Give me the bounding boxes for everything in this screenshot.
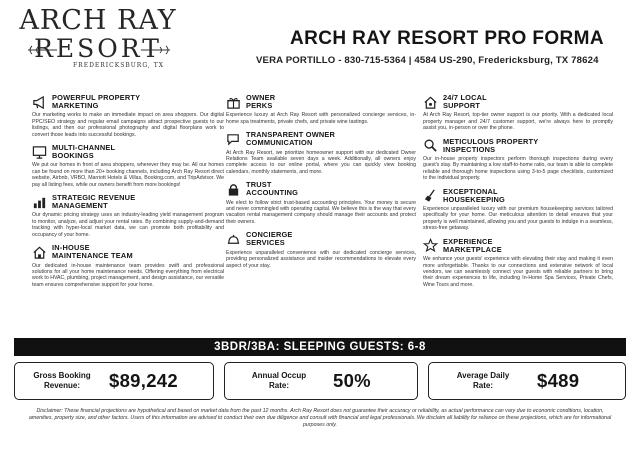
star-icon <box>423 238 438 253</box>
bell-icon <box>226 232 241 247</box>
logo-line-1: ARCH RAY <box>19 5 177 36</box>
metric-label-line-1: Average Daily <box>456 371 510 380</box>
ornament-right-icon <box>140 44 174 56</box>
feature-description: At Arch Ray Resort, we prioritize homeowner support with our dedicated Owner Relations Team available seven days a week. Additionally, all owners enjoy complete access to our online portal, where you can quickly view booking calendars, monthly statements, and more. <box>226 149 416 175</box>
feature-description: We elect to follow strict trust-based accounting principles. Your money is secure and never commingled with operating capital. We believe this is the way that every vacation rental management company should manage their accounts and protect their owners. <box>226 199 416 225</box>
feature-title-line-2: MARKETPLACE <box>443 244 502 254</box>
feature-description: At Arch Ray Resort, top-tier owner support is our priority. With a dedicated local property manager and 24/7 customer support, we're always here to promptly assist you, in-person or over the phone. <box>423 112 613 132</box>
feature-title-line-1: IN-HOUSE <box>52 243 90 253</box>
page-title: ARCH RAY RESORT PRO FORMA <box>290 28 605 49</box>
feature-revenue-management <box>32 194 224 238</box>
feature-title-line-1: 24/7 LOCAL <box>443 93 487 102</box>
feature-description: Our marketing works to make an immediate impact on area shoppers. Our digital PPC/SEO strategy and regular email campaigns attract prospective guests to our listings, and then our professional photography and digital floorplans work to convert those leads into successful bookings. <box>32 112 224 138</box>
average-daily-rate-box <box>428 362 626 400</box>
magnifier-icon <box>423 138 438 153</box>
feature-title-line-2: SERVICES <box>246 238 285 248</box>
feature-multi-channel-bookings <box>32 144 224 188</box>
metric-value: $489 <box>537 370 580 391</box>
gross-booking-revenue-box <box>14 362 214 400</box>
feature-title-line-1: EXCEPTIONAL <box>443 186 498 196</box>
lock-icon <box>226 182 241 197</box>
logo-line-2: RESORT <box>34 34 162 63</box>
contact-line: VERA PORTILLO - 830-715-5364 | 4584 US-290, Fredericksburg, TX 78624 <box>256 55 599 66</box>
chat-icon <box>226 132 241 147</box>
feature-title-line-2: MARKETING <box>52 101 99 111</box>
features-column-1 <box>32 94 224 294</box>
feature-trust-accounting <box>226 181 416 225</box>
feature-owner-communication <box>226 131 416 175</box>
resort-logo <box>18 6 178 84</box>
support-icon <box>423 95 438 110</box>
bar-chart-icon <box>32 195 47 210</box>
metric-label-line-2: Rate: <box>472 381 493 390</box>
metric-value: 50% <box>333 370 371 391</box>
metric-label-line-2: Rate: <box>268 381 289 390</box>
house-icon <box>32 245 47 260</box>
feature-description: Experience unparalleled luxury with our premium housekeeping services tailored specifically for your home. Our meticulous attention to detail ensures that your property is well maintained, allowing you and your guests to indulge in a seamless, stress-free getaway. <box>423 206 613 232</box>
feature-title-line-2: INSPECTIONS <box>443 144 496 154</box>
feature-title-line-1: METICULOUS PROPERTY <box>443 136 539 146</box>
feature-concierge-services <box>226 231 416 269</box>
feature-maintenance-team <box>32 244 224 288</box>
annual-occupancy-box <box>224 362 418 400</box>
feature-title-line-2: COMMUNICATION <box>246 138 313 148</box>
metric-label-line-1: Gross Booking <box>33 371 91 380</box>
metric-label-line-1: Annual Occup <box>251 371 307 380</box>
feature-property-inspections <box>423 138 613 182</box>
feature-title-line-1: STRATEGIC REVENUE <box>52 193 136 203</box>
feature-title-line-1: MULTI-CHANNEL <box>52 143 116 153</box>
feature-title-line-2: ACCOUNTING <box>246 188 299 198</box>
monitor-icon <box>32 145 47 160</box>
feature-title-line-2: BOOKINGS <box>52 151 94 161</box>
metric-value: $89,242 <box>109 370 178 391</box>
feature-local-support <box>423 94 613 132</box>
feature-description: Our dynamic pricing strategy uses an industry-leading yield management program to monitor, analyze, and adjust your rental rates. By combining supply-and-demand tracking with hyper-local market data, we can promote both profitability and occupancy of your home. <box>32 212 224 238</box>
feature-description: Experience unparalleled convenience with our dedicated concierge services, providing personalized assistance and insider recommendations to elevate every aspect of your stay. <box>226 249 416 269</box>
gift-icon <box>226 95 241 110</box>
feature-title-line-1: OWNER <box>246 93 276 102</box>
feature-title-line-2: PERKS <box>246 101 273 111</box>
feature-title-line-1: POWERFUL PROPERTY <box>52 93 141 102</box>
ornament-left-icon <box>24 44 58 56</box>
feature-title-line-2: HOUSEKEEPING <box>443 194 505 204</box>
feature-title-line-1: EXPERIENCE <box>443 236 493 246</box>
property-banner: 3BDR/3BA: SLEEPING GUESTS: 6-8 <box>14 338 626 356</box>
feature-title-line-1: TRANSPARENT OWNER <box>246 130 336 140</box>
feature-title-line-2: SUPPORT <box>443 101 481 111</box>
feature-title-line-1: CONCIERGE <box>246 230 293 240</box>
feature-title-line-2: MAINTENANCE TEAM <box>52 251 133 261</box>
feature-title-line-2: MANAGEMENT <box>52 201 108 211</box>
feature-description: Our dedicated in-house maintenance team provides swift and professional solutions for all your home maintenance needs. Offering everything from electrical work to HVAC, plumbing, project management, and design assistance, our versatile team ensures comprehensive support for your home. <box>32 262 224 288</box>
feature-experience-marketplace <box>423 238 613 288</box>
feature-property-marketing <box>32 94 224 138</box>
feature-description: We enhance your guests' experience with elevating their stay and making it even more unforgettable. Thanks to our connections and extensive network of local vendors, we can seamlessly connect your guests with reliable partners to bring their dream experiences to life, including In-Home Spa Services, Private Chefs, Wine Tours and more. <box>423 256 613 288</box>
metric-label-line-2: Revenue: <box>43 381 80 390</box>
feature-housekeeping <box>423 188 613 232</box>
feature-description: Our in-house property inspectors perform thorough inspections during every guest's stay. By maintaining a low staff-to-home ratio, our team is able to complete reliable and thorough home inspections using 3-to-5 page checklists, customized to the individual property. <box>423 156 613 182</box>
disclaimer-text: Disclaimer: These financial projections are hypothetical and based on market data from the past 12 months. Arch Ray Resort does not guarantee their accuracy or reliability, as actual performance can vary due to economic conditions, location, amenities, property size, and other factors. Users of this information are advised to conduct their own due diligence and consult with financial and legal professionals. We disclaim all liability for reliance on these projections, which are for informational purposes only. <box>28 408 612 429</box>
feature-title-line-1: TRUST <box>246 180 272 190</box>
broom-icon <box>423 188 438 203</box>
features-column-3 <box>423 94 613 294</box>
features-column-2 <box>226 94 416 275</box>
feature-owner-perks <box>226 94 416 125</box>
megaphone-icon <box>32 95 47 110</box>
feature-description: Experience luxury at Arch Ray Resort with personalized concierge services, in-home spa treatments, private chefs, and private wine tastings. <box>226 112 416 125</box>
feature-description: We put our homes in front of area shoppers, wherever they may be. All our homes can be found on more than 20+ booking channels, including Arch Ray Resort direct website, Airbnb, VRBO, Marriott Hotels & Villas, Booking.com, and TripAdvisor. We pay all listing fees, while our owners benefit from more bookings! <box>32 162 224 188</box>
logo-location: FREDERICKSBURG, TX <box>73 62 164 69</box>
